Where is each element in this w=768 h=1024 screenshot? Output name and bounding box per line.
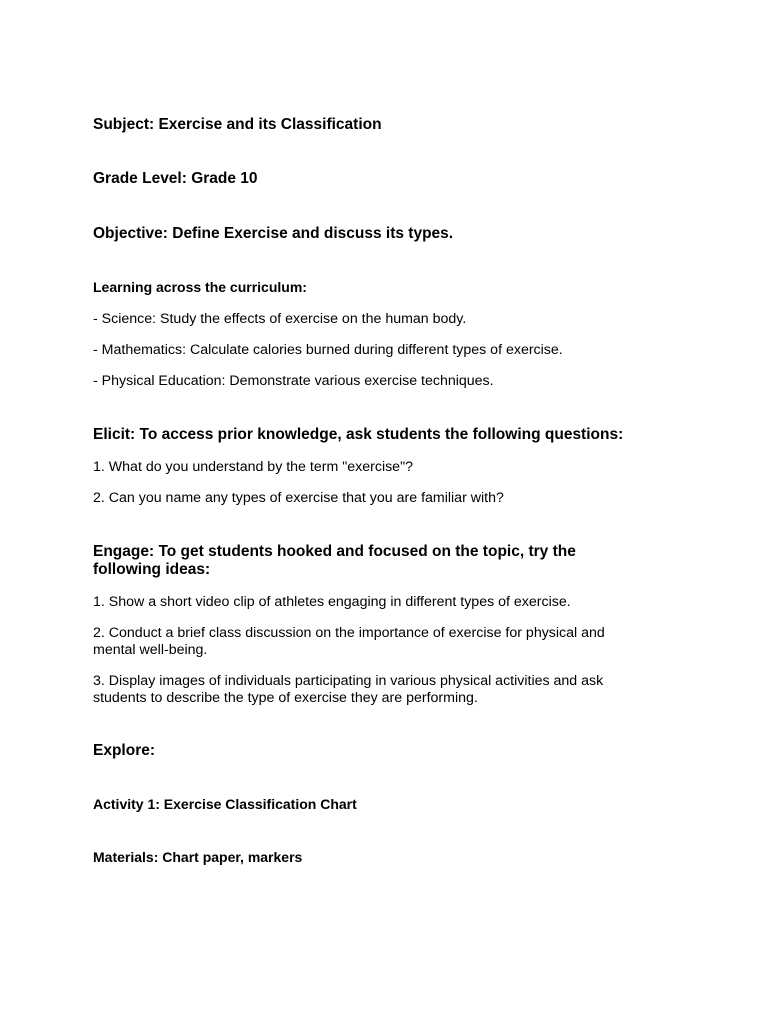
engage-idea-2-line-1: 2. Conduct a brief class discussion on the importance of exercise for physical and — [93, 625, 605, 641]
engage-idea-3-line-2: students to describe the type of exercise they are performing. — [93, 690, 478, 706]
elicit-heading: Elicit: To access prior knowledge, ask students the following questions: — [93, 426, 624, 443]
elicit-question-1: 1. What do you understand by the term "exercise"? — [93, 459, 414, 475]
engage-heading-line-2: following ideas: — [93, 561, 211, 578]
engage-idea-2-line-2: mental well-being. — [93, 642, 208, 658]
learning-item-physical-education: - Physical Education: Demonstrate various exercise techniques. — [93, 373, 494, 389]
learning-item-mathematics: - Mathematics: Calculate calories burned during different types of exercise. — [93, 342, 563, 358]
objective-heading: Objective: Define Exercise and discuss its types. — [93, 225, 454, 242]
engage-heading-line-1: Engage: To get students hooked and focused on the topic, try the — [93, 543, 576, 560]
materials-line: Materials: Chart paper, markers — [93, 849, 303, 865]
elicit-question-2: 2. Can you name any types of exercise that you are familiar with? — [93, 490, 504, 506]
engage-idea-3-line-1: 3. Display images of individuals participating in various physical activities and ask — [93, 673, 604, 689]
engage-idea-1: 1. Show a short video clip of athletes engaging in different types of exercise. — [93, 594, 571, 610]
explore-heading: Explore: — [93, 742, 156, 759]
learning-heading: Learning across the curriculum: — [93, 279, 307, 295]
subject-heading: Subject: Exercise and its Classification — [93, 116, 382, 133]
grade-level-heading: Grade Level: Grade 10 — [93, 170, 258, 187]
learning-item-science: - Science: Study the effects of exercise on the human body. — [93, 311, 467, 327]
activity-heading: Activity 1: Exercise Classification Chart — [93, 796, 357, 812]
